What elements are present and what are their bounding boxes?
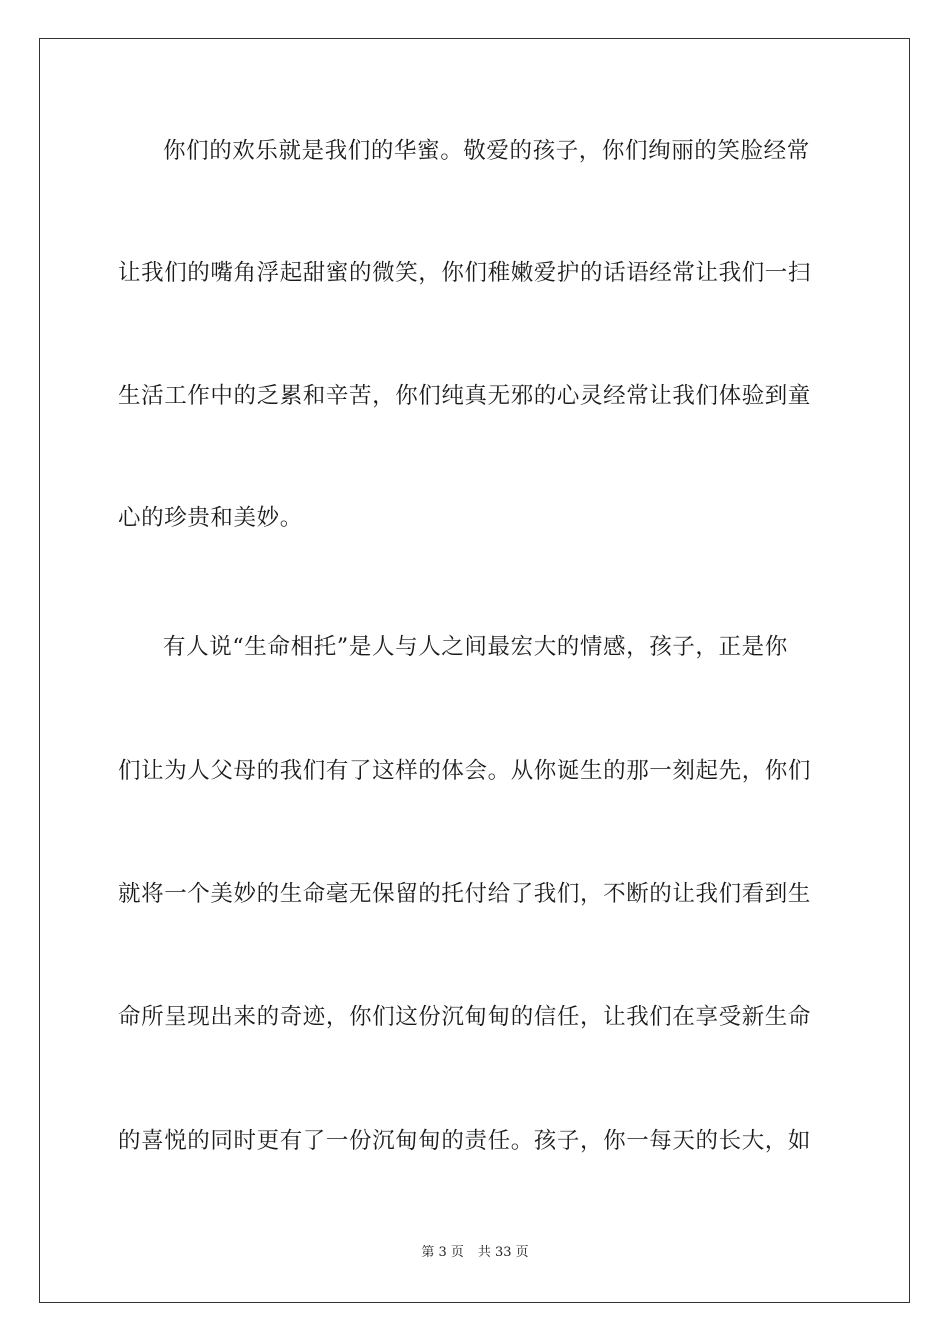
- text-line: 的喜悦的同时更有了一份沉甸甸的责任。孩子，你一每天的长大，如: [118, 1128, 812, 1154]
- text-line: 生活工作中的乏累和辛苦，你们纯真无邪的心灵经常让我们体验到童: [118, 383, 812, 409]
- text-line: 命所呈现出来的奇迹，你们这份沉甸甸的信任，让我们在享受新生命: [118, 1004, 812, 1030]
- text-line: 有人说“生命相托”是人与人之间最宏大的情感，孩子，正是你: [163, 634, 788, 660]
- text-line: 让我们的嘴角浮起甜蜜的微笑，你们稚嫩爱护的话语经常让我们一扫: [118, 260, 812, 286]
- text-line: 们让为人父母的我们有了这样的体会。从你诞生的那一刻起先，你们: [118, 758, 812, 784]
- page-frame: [39, 38, 910, 1303]
- page-footer: [0, 1244, 950, 1262]
- text-line: 心的珍贵和美妙。: [118, 505, 303, 531]
- page-number: 第 3 页: [421, 1245, 464, 1260]
- text-line: 就将一个美妙的生命毫无保留的托付给了我们，不断的让我们看到生: [118, 881, 812, 907]
- page-total: 共 33 页: [477, 1245, 529, 1260]
- text-line: 你们的欢乐就是我们的华蜜。敬爱的孩子，你们绚丽的笑脸经常: [163, 138, 810, 164]
